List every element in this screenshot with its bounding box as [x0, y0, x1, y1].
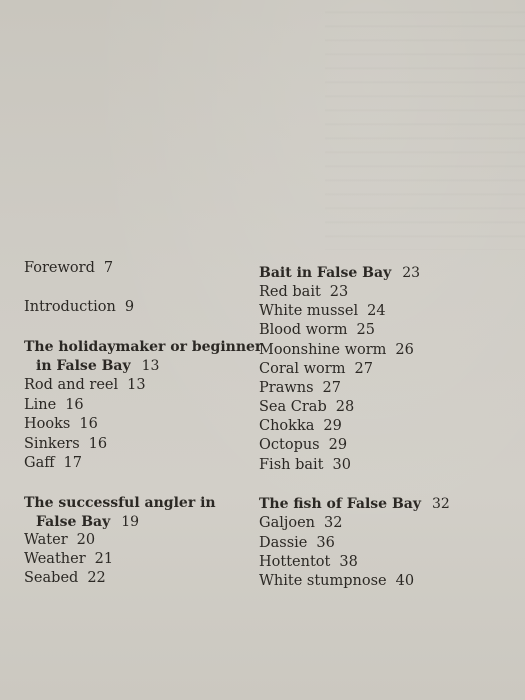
toc-entry-title: Foreword [24, 260, 95, 276]
toc-entry-title: Prawns [259, 380, 314, 396]
toc-entry-title: Introduction [24, 299, 116, 315]
toc-entry-title: Dassie [259, 535, 308, 551]
toc-entry-page: 27 [354, 361, 373, 377]
toc-entry-title: Weather [24, 551, 86, 567]
toc-entry-fish-bait [259, 456, 351, 475]
toc-entry-blood-worm [259, 321, 375, 340]
toc-entry-page: 13 [141, 358, 160, 374]
toc-entry-page: 24 [367, 303, 386, 319]
toc-entry-title: Gaff [24, 455, 55, 471]
toc-entry-page: 17 [63, 455, 82, 471]
toc-entry-page: 16 [88, 436, 108, 452]
toc-section-title: Bait in False Bay [259, 265, 392, 281]
toc-entry-octopus [259, 436, 347, 455]
toc-entry-seabed [24, 569, 106, 588]
toc-entry-chokka [259, 417, 342, 436]
toc-section-bait [259, 264, 420, 283]
toc-entry-page: 25 [356, 322, 375, 338]
toc-entry-page: 20 [76, 532, 96, 548]
toc-entry-page: 29 [323, 418, 342, 434]
toc-entry-title: Fish bait [259, 457, 324, 473]
toc-entry-dassie [259, 534, 335, 553]
toc-entry-white-mussel [259, 302, 386, 321]
toc-section-successful-angler-line2 [36, 513, 139, 532]
toc-entry-title: Octopus [259, 437, 320, 453]
toc-entry-prawns [259, 379, 341, 398]
toc-entry-title: Hooks [24, 416, 71, 432]
toc-entry-page: 7 [103, 260, 114, 276]
toc-entry-line [24, 396, 84, 415]
toc-entry-page: 38 [339, 554, 358, 570]
toc-section-fish [259, 495, 450, 514]
toc-section-title: False Bay [36, 514, 111, 530]
toc-entry-page: 36 [316, 535, 335, 551]
toc-entry-title: Sinkers [24, 436, 80, 452]
toc-entry-page: 19 [121, 514, 140, 530]
toc-entry-page: 26 [395, 342, 414, 358]
toc-entry-gaff [24, 454, 82, 473]
toc-entry-white-stumpnose [259, 572, 414, 591]
toc-entry-title: Chokka [259, 418, 315, 434]
toc-entry-hooks [24, 415, 98, 434]
toc-entry-page: 40 [395, 573, 415, 589]
toc-entry-title: Rod and reel [24, 377, 119, 393]
toc-entry-title: Red bait [259, 284, 321, 300]
toc-entry-title: Galjoen [259, 515, 316, 531]
toc-entry-title: Moonshine worm [259, 342, 387, 358]
toc-section-successful-angler-line1 [24, 494, 216, 513]
toc-entry-title: Seabed [24, 570, 79, 586]
toc-entry-foreword [24, 259, 113, 278]
toc-entry-moonshine-worm [259, 341, 414, 360]
toc-entry-galjoen [259, 514, 342, 533]
toc-entry-rod-and-reel [24, 376, 146, 395]
toc-entry-page: 21 [94, 551, 114, 567]
toc-entry-hottentot [259, 553, 358, 572]
toc-entry-page: 32 [432, 496, 450, 512]
toc-section-title: The fish of False Bay [259, 496, 421, 512]
toc-entry-page: 30 [332, 457, 351, 473]
toc-entry-page: 13 [127, 377, 146, 393]
toc-entry-page: 23 [402, 265, 421, 281]
toc-entry-page: 16 [65, 397, 84, 413]
toc-entry-page: 23 [329, 284, 349, 300]
toc-entry-sea-crab [259, 398, 354, 417]
toc-entry-sinkers [24, 435, 107, 454]
toc-entry-page: 32 [324, 515, 343, 531]
toc-entry-weather [24, 550, 113, 569]
toc-section-title: The holidaymaker or beginner [24, 339, 263, 355]
toc-entry-title: White stumpnose [259, 573, 387, 589]
toc-entry-page: 22 [87, 570, 106, 586]
toc-entry-page: 29 [328, 437, 348, 453]
toc-entry-page: 16 [79, 416, 98, 432]
toc-entry-page: 28 [335, 399, 355, 415]
toc-entry-title: White mussel [259, 303, 359, 319]
toc-section-title: in False Bay [36, 358, 131, 374]
show-through-texture [325, 0, 525, 250]
toc-section-title: The successful angler in [24, 495, 216, 511]
toc-entry-title: Sea Crab [259, 399, 327, 415]
toc-entry-title: Water [24, 532, 68, 548]
toc-entry-water [24, 531, 95, 550]
toc-entry-title: Coral worm [259, 361, 346, 377]
toc-section-holidaymaker-line1 [24, 338, 262, 357]
toc-entry-page: 27 [322, 380, 341, 396]
toc-entry-page: 9 [124, 299, 135, 315]
toc-entry-coral-worm [259, 360, 373, 379]
toc-entry-title: Line [24, 397, 57, 413]
toc-entry-title: Hottentot [259, 554, 331, 570]
toc-entry-title: Blood worm [259, 322, 348, 338]
toc-entry-red-bait [259, 283, 348, 302]
toc-entry-introduction [24, 298, 134, 317]
toc-section-holidaymaker-line2 [36, 357, 159, 376]
